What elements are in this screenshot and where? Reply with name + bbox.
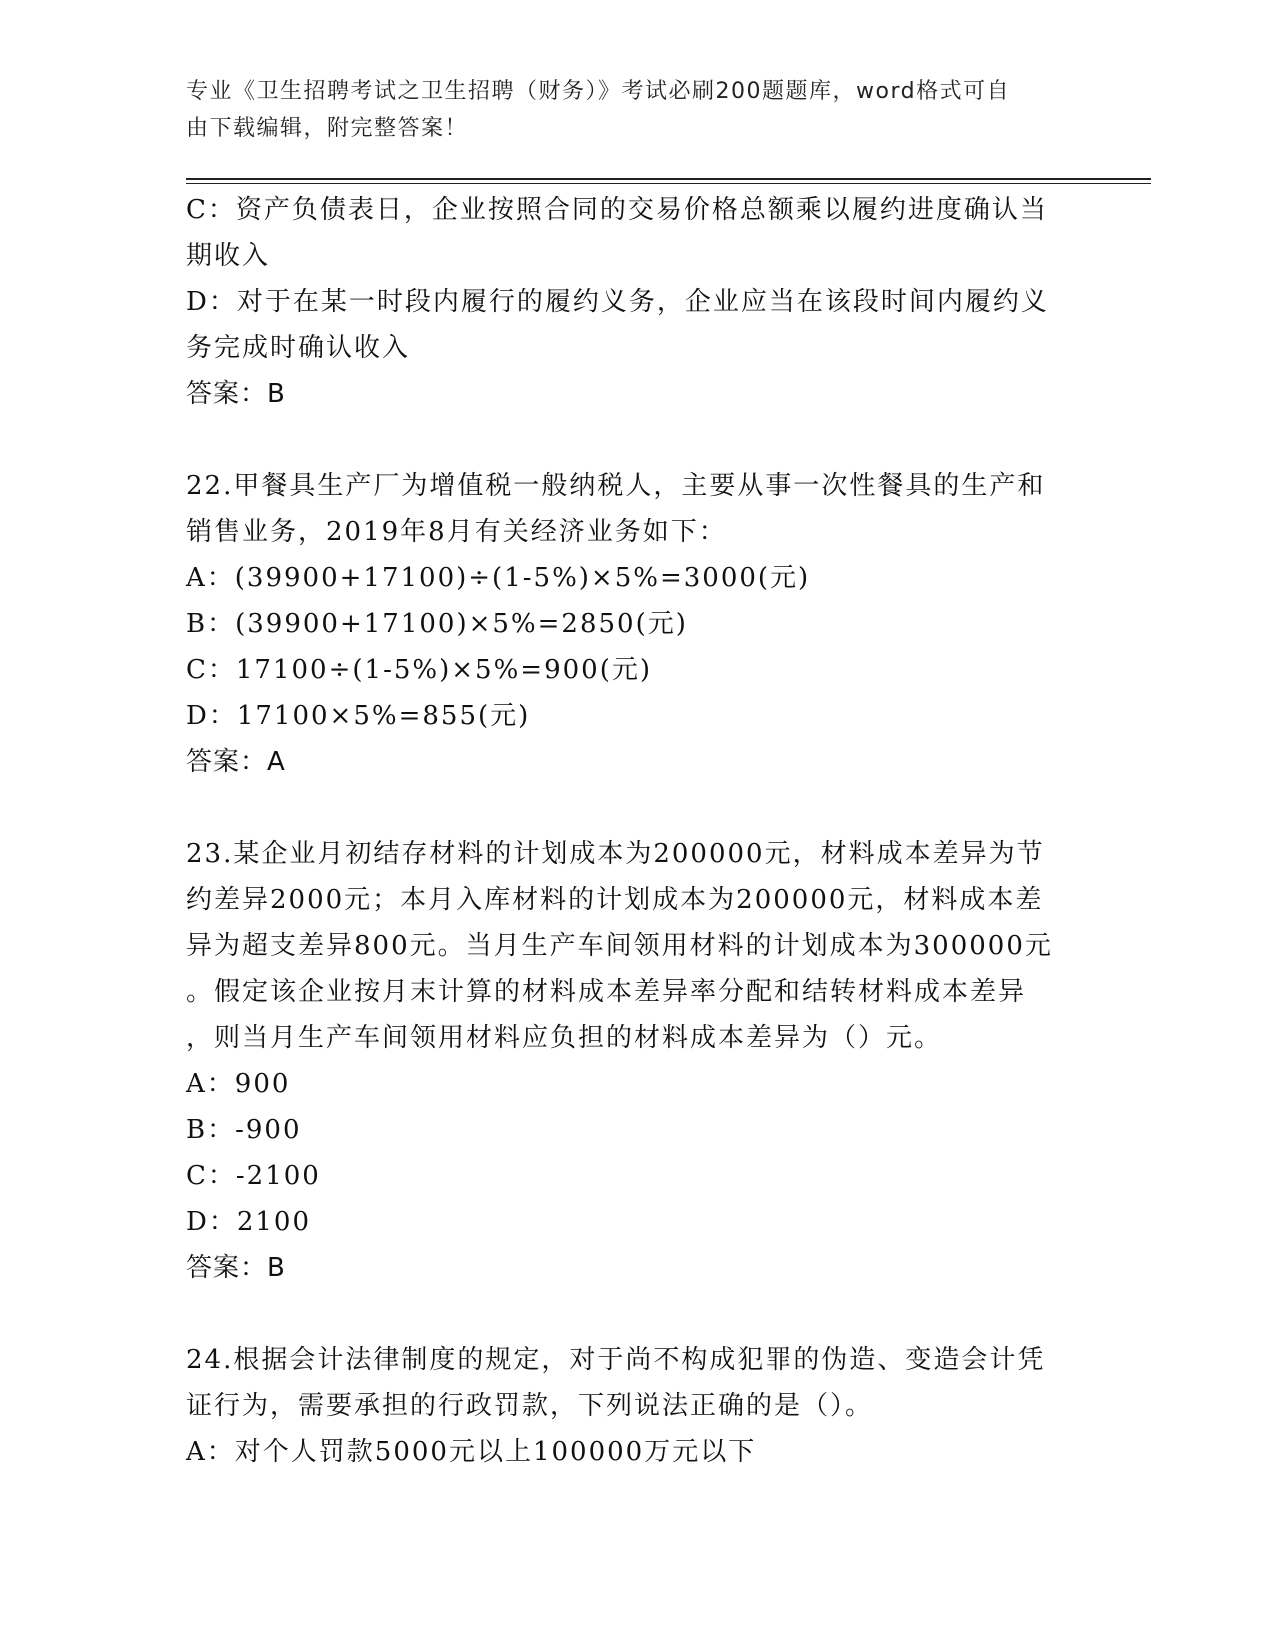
- question-stem-line-1: 22.甲餐具生产厂为增值税一般纳税人，主要从事一次性餐具的生产和: [186, 471, 1046, 501]
- question-stem-line-1: 24.根据会计法律制度的规定，对于尚不构成犯罪的伪造、变造会计凭: [186, 1345, 1046, 1375]
- question-22: [186, 463, 1086, 785]
- question-21-continued: [186, 187, 1086, 417]
- option-c: C：-2100: [186, 1161, 321, 1191]
- option-c-line-1: C：资产负债表日，企业按照合同的交易价格总额乘以履约进度确认当: [186, 195, 1048, 225]
- question-23: [186, 831, 1086, 1291]
- option-a: A：对个人罚款5000元以上100000万元以下: [186, 1437, 757, 1467]
- spacer: [186, 785, 1086, 831]
- question-stem-line-2: 约差异2000元；本月入库材料的计划成本为200000元，材料成本差: [186, 885, 1044, 915]
- option-c: C：17100÷(1-5%)×5%=900(元): [186, 655, 652, 685]
- question-stem-line-1: 23.某企业月初结存材料的计划成本为200000元，材料成本差异为节: [186, 839, 1045, 869]
- option-b: B：-900: [186, 1115, 302, 1145]
- header-title-line-2: 由下载编辑，附完整答案！: [186, 116, 469, 141]
- option-d-line-2: 务完成时确认收入: [186, 333, 411, 363]
- option-a: A：900: [186, 1069, 291, 1099]
- header-rule-thick: [186, 178, 1151, 180]
- question-stem-line-2: 证行为，需要承担的行政罚款，下列说法正确的是（）。: [186, 1391, 874, 1421]
- question-24: [186, 1337, 1086, 1475]
- question-stem-line-4: 。假定该企业按月末计算的材料成本差异率分配和结转材料成本差异: [186, 977, 1027, 1007]
- question-stem-line-3: 异为超支差异800元。当月生产车间领用材料的计划成本为300000元: [186, 931, 1053, 961]
- header-title-line-1: 专业《卫生招聘考试之卫生招聘（财务）》考试必刷200题题库，word格式可自: [186, 79, 1011, 104]
- option-a: A：(39900+17100)÷(1-5%)×5%=3000(元): [186, 563, 811, 593]
- document-body: [186, 187, 1086, 1475]
- question-stem-line-5: ，则当月生产车间领用材料应负担的材料成本差异为（）元。: [186, 1023, 943, 1053]
- option-b: B：(39900+17100)×5%=2850(元): [186, 609, 688, 639]
- spacer: [186, 1291, 1086, 1337]
- option-d: D：2100: [186, 1207, 312, 1237]
- spacer: [186, 417, 1086, 463]
- answer: 答案：B: [186, 1253, 286, 1283]
- answer: 答案：A: [186, 747, 286, 777]
- option-d-line-1: D：对于在某一时段内履行的履约义务，企业应当在该段时间内履约义: [186, 287, 1049, 317]
- document-header: [186, 73, 1066, 147]
- answer: 答案：B: [186, 379, 286, 409]
- option-c-line-2: 期收入: [186, 241, 271, 271]
- header-rule-thin: [186, 183, 1151, 184]
- option-d: D：17100×5%=855(元): [186, 701, 531, 731]
- question-stem-line-2: 销售业务，2019年8月有关经济业务如下：: [186, 517, 727, 547]
